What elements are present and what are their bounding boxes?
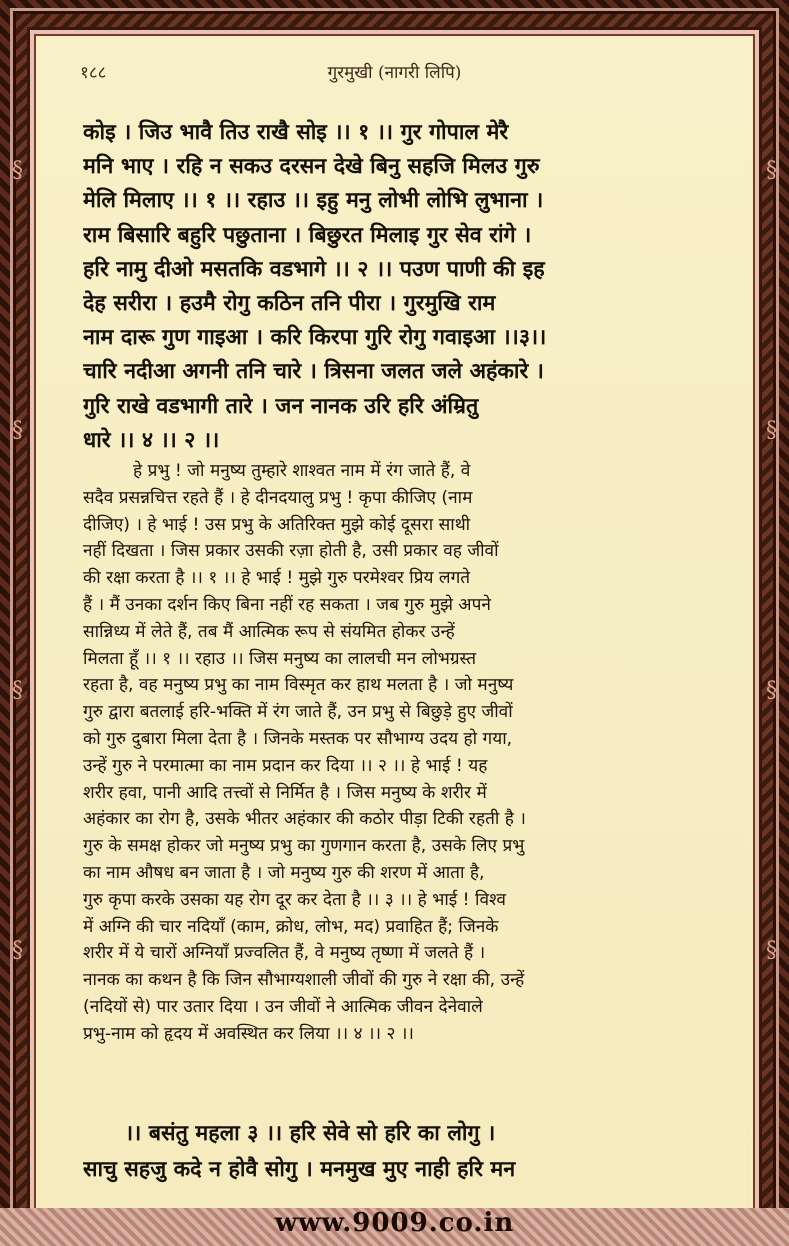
translation-line: शरीर हवा, पानी आदि तत्त्वों से निर्मित है । जिस मनुष्य के शरीर में <box>83 782 487 803</box>
translation-line: की रक्षा करता है ।। १ ।। हे भाई ! मुझे गुरु परमेश्वर प्रिय लगते <box>83 568 471 589</box>
translation-line: गुरु के समक्ष होकर जो मनुष्य प्रभु का गुणगान करता है, उसके लिए प्रभु <box>83 836 525 857</box>
verse-line: हरि नामु दीओ मसतकि वडभागे ।। २ ।। पउण पाणी की इह <box>83 256 545 282</box>
book-page <box>38 38 751 1208</box>
translation-line: सान्निध्य में लेते हैं, तब मैं आत्मिक रूप से संयमित होकर उन्हें <box>83 621 455 642</box>
translation-line: दीजिए) । हे भाई ! उस प्रभु के अतिरिक्त मुझे कोई दूसरा साथी <box>83 514 471 535</box>
ornament-icon: § <box>766 938 777 963</box>
shabad-line: ।। बसंतु महला ३ ।। हरि सेवे सो हरि का लोगु । <box>125 1121 496 1146</box>
verse-line: मनि भाए । रहि न सकउ दरसन देखे बिनु सहजि मिलउ गुरु <box>83 154 540 180</box>
verse-line: चारि नदीआ अगनी तनि चारे । त्रिसना जलत जले अहंकारे । <box>83 359 544 385</box>
verse-line: धारे ।। ४ ।। २ ।। <box>83 427 220 453</box>
hindi-translation-block <box>83 458 711 1048</box>
translation-line: को गुरु दुबारा मिला देता है । जिनके मस्तक पर सौभाग्य उदय हो गया, <box>83 728 513 749</box>
translation-line: (नदियों से) पार उतार दिया । उन जीवों ने आत्मिक जीवन देनेवाले <box>83 996 483 1017</box>
translation-line: नानक का कथन है कि जिन सौभाग्यशाली जीवों की गुरु ने रक्षा की, उन्हें <box>83 970 525 991</box>
translation-line: प्रभु-नाम को हृदय में अवस्थित कर लिया ।। ४ ।। २ ।। <box>83 1023 414 1044</box>
page-title: गुरमुखी (नागरी लिपि) <box>327 63 462 83</box>
ornament-icon: § <box>766 418 777 443</box>
translation-line: गुरु द्वारा बतलाई हरि-भक्ति में रंग जाते हैं, उन प्रभु से बिछुड़े हुए जीवों <box>83 702 513 723</box>
translation-line: का नाम औषध बन जाता है । जो मनुष्य गुरु की शरण में आता है, <box>83 862 485 883</box>
translation-line: मिलता हूँ ।। १ ।। रहाउ ।। जिस मनुष्य का लालची मन लोभग्रस्त <box>83 648 477 669</box>
translation-line: अहंकार का रोग है, उसके भीतर अहंकार की कठोर पीड़ा टिकी रहती है । <box>83 809 526 830</box>
translation-line: रहता है, वह मनुष्य प्रभु का नाम विस्मृत कर हाथ मलता है । जो मनुष्य <box>83 675 514 696</box>
translation-line: नहीं दिखता । जिस प्रकार उसकी रज़ा होती है, उसी प्रकार वह जीवों <box>83 541 499 562</box>
translation-line: शरीर में ये चारों अग्नियाँ प्रज्वलित हैं, वे मनुष्य तृष्णा में जलते हैं । <box>83 943 486 964</box>
verse-line: देह सरीरा । हउमै रोगु कठिन तनि पीरा । गुरमुखि राम <box>83 291 496 317</box>
page-header <box>80 60 709 86</box>
ornament-icon: § <box>12 938 23 963</box>
website-url-link[interactable]: www.9009.co.in <box>274 1208 515 1238</box>
page-number: १८८ <box>80 63 107 83</box>
ornament-icon: § <box>766 158 777 183</box>
ornament-icon: § <box>12 158 23 183</box>
verse-line: गुरि राखे वडभागी तारे । जन नानक उरि हरि अंम्रितु <box>83 393 479 419</box>
shabad-line: साचु सहजु कदे न होवै सोगु । मनमुख मुए नाही हरि मन <box>83 1157 516 1182</box>
translation-line: में अग्नि की चार नदियाँ (काम, क्रोध, लोभ, मद) प्रवाहित हैं; जिनके <box>83 916 499 937</box>
translation-line: उन्हें गुरु ने परमात्मा का नाम प्रदान कर दिया ।। २ ।। हे भाई ! यह <box>83 755 488 776</box>
ornament-icon: § <box>766 678 777 703</box>
gurmukhi-verse-block <box>83 116 711 458</box>
verse-line: कोइ । जिउ भावै तिउ राखै सोइ ।। १ ।। गुर गोपाल मेरै <box>83 120 509 145</box>
next-shabad-block <box>83 1116 711 1188</box>
verse-line: नाम दारू गुण गाइआ । करि किरपा गुरि रोगु गवाइआ ।।३।। <box>83 325 547 351</box>
translation-line: हैं । मैं उनका दर्शन किए बिना नहीं रह सकता । जब गुरु मुझे अपने <box>83 594 491 615</box>
verse-line: राम बिसारि बहुरि पछुताना । बिछुरत मिलाइ गुर सेव रांगे । <box>83 222 532 248</box>
translation-line: गुरु कृपा करके उसका यह रोग दूर कर देता है ।। ३ ।। हे भाई ! विश्व <box>83 889 506 910</box>
verse-line: मेलि मिलाए ।। १ ।। रहाउ ।। इहु मनु लोभी लोभि लुभाना । <box>83 188 544 214</box>
ornament-icon: § <box>12 418 23 443</box>
translation-line: सदैव प्रसन्नचित्त रहते हैं । हे दीनदयालु प्रभु ! कृपा कीजिए (नाम <box>83 487 473 508</box>
ornament-icon: § <box>12 678 23 703</box>
translation-line: हे प्रभु ! जो मनुष्य तुम्हारे शाश्वत नाम में रंग जाते हैं, वे <box>133 461 471 481</box>
